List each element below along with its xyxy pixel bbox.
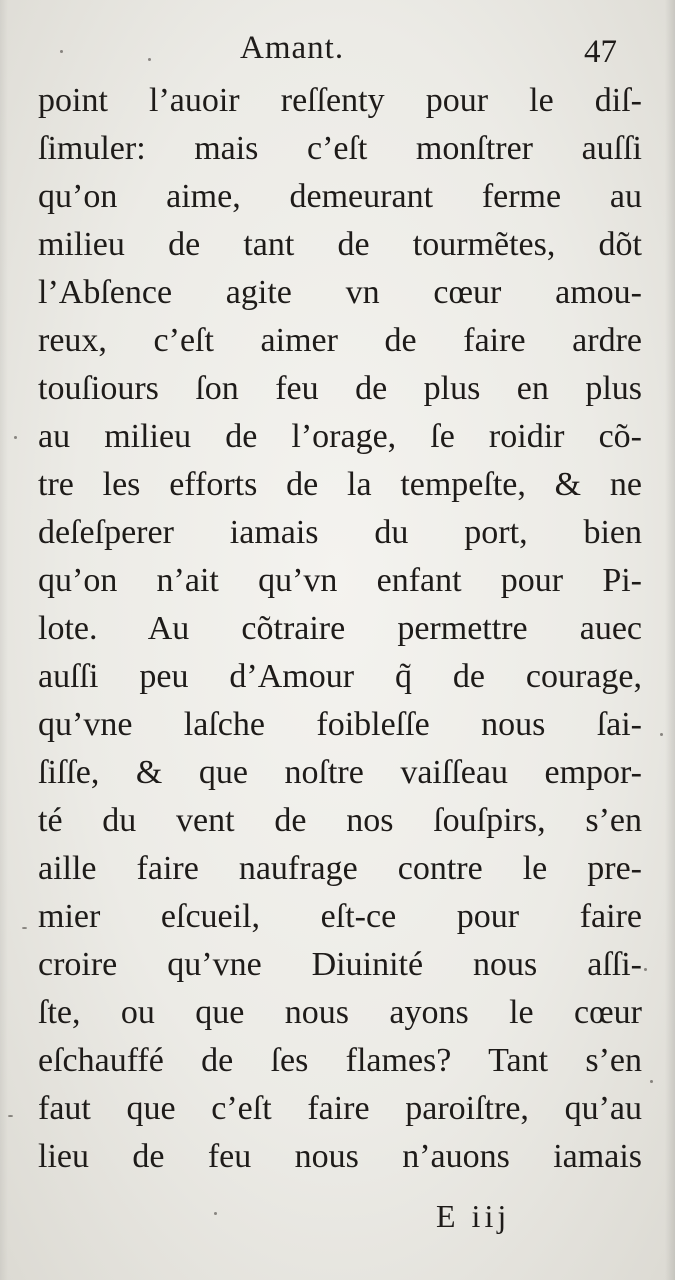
- page-right-shadow: [665, 0, 675, 1280]
- text-line: ſiſſe, & que noſtre vaiſſeau empor-: [38, 754, 642, 791]
- ink-speck: [60, 50, 63, 53]
- text-line: mier eſcueil, eſt-ce pour faire: [38, 898, 642, 935]
- text-line: ſimuler: mais c’eſt monſtrer auſſi: [38, 130, 642, 167]
- text-line: qu’vne laſche foibleſſe nous ſai-: [38, 706, 642, 743]
- ink-speck: [148, 58, 151, 61]
- page-header: [0, 30, 675, 80]
- page-number: 47: [584, 34, 617, 70]
- ink-speck: [22, 927, 27, 929]
- text-line: ſte, ou que nous ayons le cœur: [38, 994, 642, 1031]
- signature-mark: E iij: [436, 1198, 511, 1234]
- ink-speck: [214, 1212, 217, 1215]
- text-line: au milieu de l’orage, ſe roidir cõ-: [38, 418, 642, 455]
- text-line: faut que c’eſt faire paroiſtre, qu’au: [38, 1090, 642, 1127]
- text-line: auſſi peu d’Amour q̃ de courage,: [38, 658, 642, 695]
- text-line: deſeſperer iamais du port, bien: [38, 514, 642, 551]
- text-line: qu’on aime, demeurant ferme au: [38, 178, 642, 215]
- ink-speck: [8, 1115, 13, 1117]
- ink-speck: [660, 733, 663, 736]
- text-line: lieu de feu nous n’auons iamais: [38, 1138, 642, 1175]
- text-line: l’Abſence agite vn cœur amou-: [38, 274, 642, 311]
- text-line: qu’on n’ait qu’vn enfant pour Pi-: [38, 562, 642, 599]
- text-line: lote. Au cõtraire permettre auec: [38, 610, 642, 647]
- text-line: tre les efforts de la tempeſte, & ne: [38, 466, 642, 503]
- text-line: croire qu’vne Diuinité nous aſſi-: [38, 946, 642, 983]
- text-line: aille faire naufrage contre le pre-: [38, 850, 642, 887]
- ink-speck: [650, 1080, 653, 1083]
- text-line: touſiours ſon feu de plus en plus: [38, 370, 642, 407]
- text-line: eſchauffé de ſes flames? Tant s’en: [38, 1042, 642, 1079]
- ink-speck: [644, 968, 647, 971]
- ink-speck: [14, 436, 17, 439]
- text-line: té du vent de nos ſouſpirs, s’en: [38, 802, 642, 839]
- text-line: milieu de tant de tourmẽtes, dõt: [38, 226, 642, 263]
- body-text: [38, 77, 642, 1181]
- running-title: Amant.: [240, 30, 345, 66]
- page-left-shadow: [0, 0, 8, 1280]
- text-line: reux, c’eſt aimer de faire ardre: [38, 322, 642, 359]
- text-line: point l’auoir reſſenty pour le diſ-: [38, 82, 642, 119]
